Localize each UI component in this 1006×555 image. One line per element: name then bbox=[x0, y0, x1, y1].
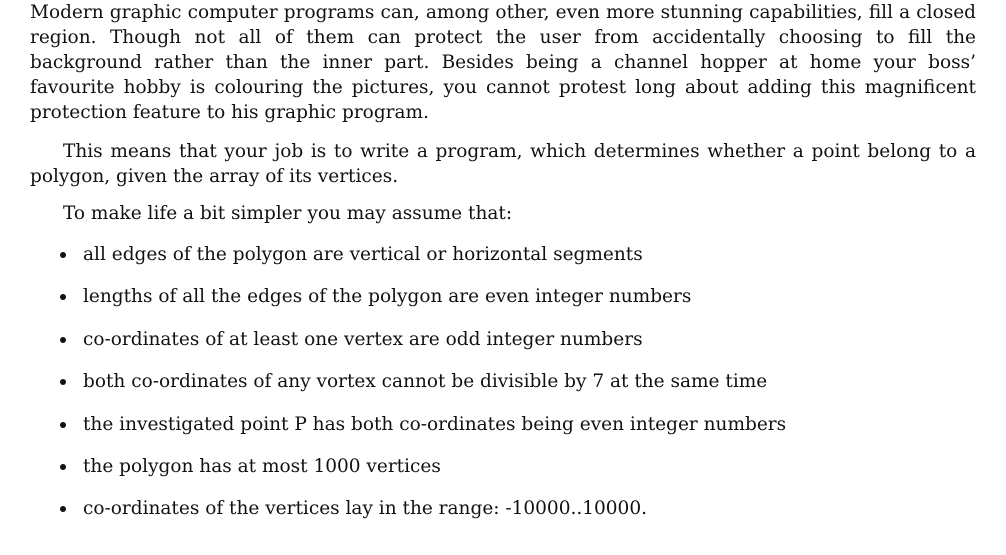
assumptions-list bbox=[30, 242, 976, 521]
bullet-icon bbox=[60, 422, 66, 428]
list-item-text: all edges of the polygon are vertical or horizontal segments bbox=[83, 244, 643, 265]
list-item-text: both co-ordinates of any vortex cannot be divisible by 7 at the same time bbox=[83, 371, 768, 393]
list-item-text: the investigated point P has both co-ordinates being even integer numbers bbox=[83, 413, 787, 435]
bullet-icon bbox=[60, 337, 66, 343]
list-item bbox=[30, 412, 976, 437]
bullet-icon bbox=[60, 294, 66, 300]
bullet-icon bbox=[60, 506, 66, 512]
list-item-text: lengths of all the edges of the polygon are even integer numbers bbox=[83, 286, 692, 308]
task-paragraph: This means that your job is to write a program, which determines whether a point belong to a polygon, given the array of its vertices. bbox=[30, 141, 976, 187]
list-item bbox=[30, 242, 976, 267]
list-item bbox=[30, 496, 976, 521]
list-item-text: co-ordinates of the vertices lay in the range: -10000..10000. bbox=[83, 498, 647, 520]
bullet-icon bbox=[60, 379, 66, 385]
list-item bbox=[30, 327, 976, 352]
list-item bbox=[30, 284, 976, 309]
list-item-text: the polygon has at most 1000 vertices bbox=[83, 455, 441, 477]
intro-paragraph: Modern graphic computer programs can, among other, even more stunning capabilities, fill a closed region. Though not all of them can protect the user from accidentally choosing to fill the background rather than the inner part. Besides being a channel hopper at home your boss’ favourite hobby is colouring the pictures, you cannot protest long about adding this magnificent protection feature to his graphic program. bbox=[30, 2, 976, 123]
list-item bbox=[30, 454, 976, 479]
bullet-icon bbox=[60, 252, 66, 258]
bullet-icon bbox=[60, 464, 66, 470]
list-item-text: co-ordinates of at least one vertex are odd integer numbers bbox=[83, 328, 643, 350]
list-item bbox=[30, 369, 976, 394]
assumptions-intro: To make life a bit simpler you may assume that: bbox=[63, 203, 513, 224]
problem-statement bbox=[30, 0, 976, 539]
